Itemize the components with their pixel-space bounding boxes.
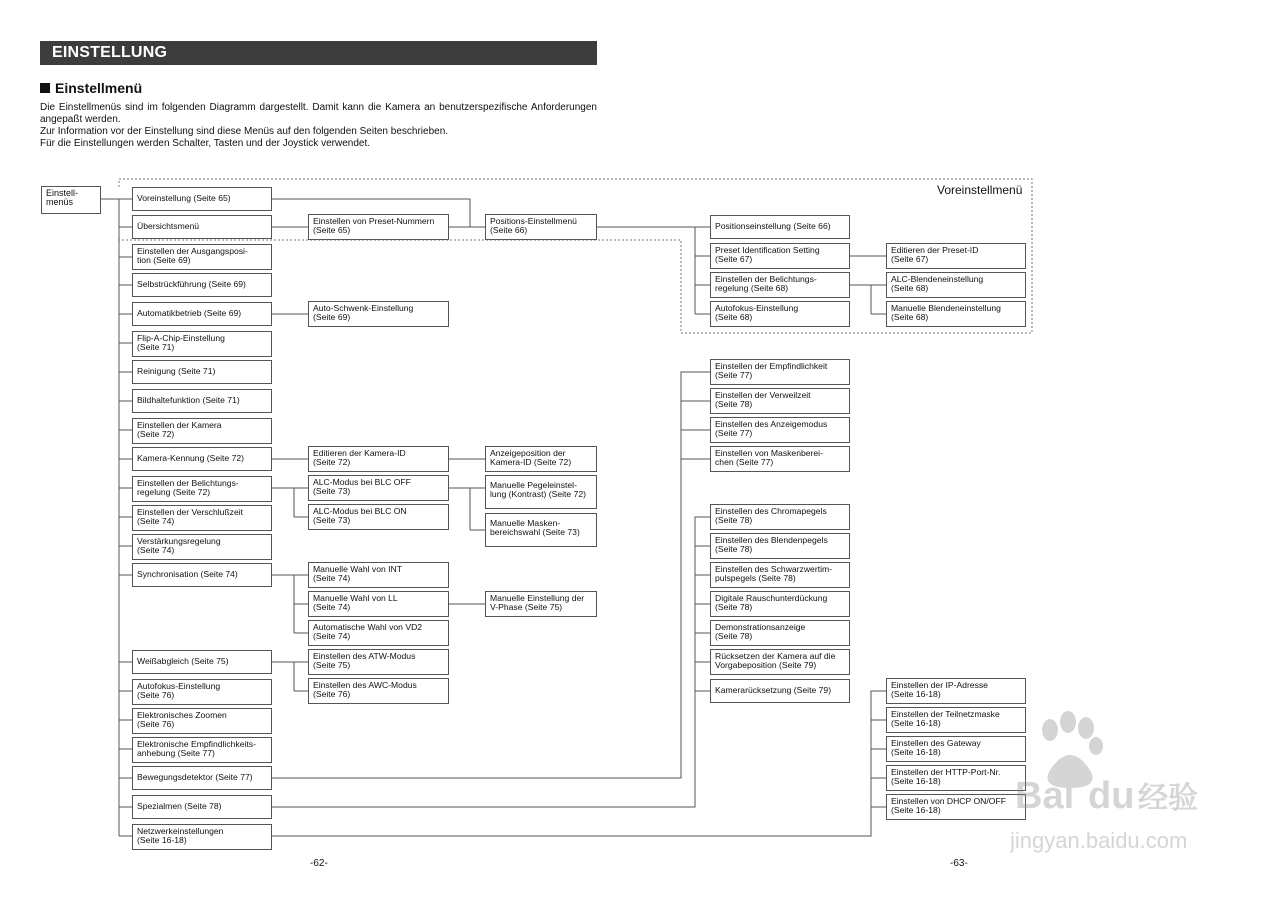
menu-item-preset-identification: Preset Identification Setting (Seite 67) [710,243,850,269]
intro-line-2: Zur Information vor der Einstellung sind diese Menüs auf den folgenden Seiten beschrieben. [40,126,449,137]
menu-item-voreinstellung: Voreinstellung (Seite 65) [132,187,272,211]
menu-item-anzeigeposition-kamera-id: Anzeigeposition der Kamera-ID (Seite 72) [485,446,597,472]
menu-item-einstellen-kamera: Einstellen der Kamera (Seite 72) [132,418,272,444]
svg-text:jingyan.baidu.com: jingyan.baidu.com [1010,828,1188,853]
svg-text:Bai: Bai [1015,775,1075,817]
menu-item-http-port: Einstellen der HTTP-Port-Nr. (Seite 16-18) [886,765,1026,791]
menu-item-verschlusszeit: Einstellen der Verschlußzeit (Seite 74) [132,505,272,531]
menu-item-wahl-int: Manuelle Wahl von INT (Seite 74) [308,562,449,588]
menu-item-position-autofokus: Autofokus-Einstellung (Seite 68) [710,301,850,327]
intro-line-3: Für die Einstellungen werden Schalter, Tasten und der Joystick verwendet. [40,138,370,149]
menu-item-automatikbetrieb: Automatikbetrieb (Seite 69) [132,302,272,326]
menu-item-rauschunterdrueckung: Digitale Rauschunterdückung (Seite 78) [710,591,850,617]
menu-item-spezialmen: Spezialmen (Seite 78) [132,795,272,819]
menu-item-demonstrationsanzeige: Demonstrationsanzeige (Seite 78) [710,620,850,646]
baidu-watermark-logo [1010,700,1210,860]
menu-item-position-belichtung: Einstellen der Belichtungs- regelung (Seite 68) [710,272,850,298]
menu-item-flip-a-chip: Flip-A-Chip-Einstellung (Seite 71) [132,331,272,357]
menu-item-v-phase: Manuelle Einstellung der V-Phase (Seite 75) [485,591,597,617]
menu-item-atw-modus: Einstellen des ATW-Modus (Seite 75) [308,649,449,675]
menu-item-dhcp: Einstellen von DHCP ON/OFF (Seite 16-18) [886,794,1026,820]
menu-item-empfindlichkeitsanhebung: Elektronische Empfindlichkeits- anhebung (Seite 77) [132,737,272,763]
menu-item-positionseinstellung: Positionseinstellung (Seite 66) [710,215,850,239]
menu-item-manuelle-blende: Manuelle Blendeneinstellung (Seite 68) [886,301,1026,327]
menu-item-chromapegel: Einstellen des Chromapegels (Seite 78) [710,504,850,530]
menu-item-vorgabeposition: Rücksetzen der Kamera auf die Vorgabeposition (Seite 79) [710,649,850,675]
menu-item-weissabgleich: Weißabgleich (Seite 75) [132,650,272,674]
menu-root: Einstell- menüs [41,186,101,214]
menu-item-kamera-kennung: Kamera-Kennung (Seite 72) [132,447,272,471]
menu-item-edit-kamera-id: Editieren der Kamera-ID (Seite 72) [308,446,449,472]
menu-item-awc-modus: Einstellen des AWC-Modus (Seite 76) [308,678,449,704]
menu-item-preset-nummern: Einstellen von Preset-Nummern (Seite 65) [308,214,449,240]
menu-item-ip-adresse: Einstellen der IP-Adresse (Seite 16-18) [886,678,1026,704]
menu-item-maskenbereiche: Einstellen von Maskenberei- chen (Seite 77) [710,446,850,472]
menu-item-bildhaltefunktion: Bildhaltefunktion (Seite 71) [132,389,272,413]
menu-item-alc-blende: ALC-Blendeneinstellung (Seite 68) [886,272,1026,298]
menu-item-verstaerkungsregelung: Verstärkungsregelung (Seite 74) [132,534,272,560]
menu-item-bewegungsdetektor: Bewegungsdetektor (Seite 77) [132,766,272,790]
menu-item-positions-einstellmenue: Positions-Einstellmenü (Seite 66) [485,214,597,240]
menu-item-kameraruecksetzung: Kamerarücksetzung (Seite 79) [710,679,850,703]
preset-region-label: Voreinstellmenü [937,183,1023,197]
menu-item-gateway: Einstellen des Gateway (Seite 16-18) [886,736,1026,762]
menu-item-alc-blc-on: ALC-Modus bei BLC ON (Seite 73) [308,504,449,530]
svg-text:du: du [1088,775,1135,817]
menu-item-blendenpegel: Einstellen des Blendenpegels (Seite 78) [710,533,850,559]
menu-item-anzeigemodus: Einstellen des Anzeigemodus (Seite 77) [710,417,850,443]
menu-item-autofokus: Autofokus-Einstellung (Seite 76) [132,679,272,705]
menu-item-auto-schwenk: Auto-Schwenk-Einstellung (Seite 69) [308,301,449,327]
section-title-text: Einstellmenü [55,80,143,96]
menu-item-empfindlichkeit: Einstellen der Empfindlichkeit (Seite 77) [710,359,850,385]
menu-item-belichtungsregelung: Einstellen der Belichtungs- regelung (Seite 72) [132,476,272,502]
menu-item-schwarzwertimpulspegel: Einstellen des Schwarzwertim- pulspegels (Seite 78) [710,562,850,588]
svg-text:经验: 经验 [1138,781,1198,816]
page-number-right: -63- [950,858,968,869]
menu-item-wahl-ll: Manuelle Wahl von LL (Seite 74) [308,591,449,617]
menu-item-alc-blc-off: ALC-Modus bei BLC OFF (Seite 73) [308,475,449,501]
page-number-left: -62- [310,858,328,869]
menu-item-teilnetzmaske: Einstellen der Teilnetzmaske (Seite 16-18) [886,707,1026,733]
menu-item-verweilzeit: Einstellen der Verweilzeit (Seite 78) [710,388,850,414]
menu-item-wahl-vd2: Automatische Wahl von VD2 (Seite 74) [308,620,449,646]
intro-line-1: Die Einstellmenüs sind im folgenden Diagramm dargestellt. Damit kann die Kamera an benutzerspezifische Anforderungen angepaßt werden. [40,102,597,125]
menu-item-reinigung: Reinigung (Seite 71) [132,360,272,384]
section-header: EINSTELLUNG [40,41,597,65]
menu-item-uebersichtsmenue: Übersichtsmenü [132,215,272,239]
menu-item-netzwerkeinstellungen: Netzwerkeinstellungen (Seite 16-18) [132,824,272,850]
menu-item-selbstrueckfuehrung: Selbstrückführung (Seite 69) [132,273,272,297]
menu-item-edit-preset-id: Editieren der Preset-ID (Seite 67) [886,243,1026,269]
menu-item-maskenbereichswahl: Manuelle Masken- bereichswahl (Seite 73) [485,513,597,547]
menu-item-elektronisches-zoomen: Elektronisches Zoomen (Seite 76) [132,708,272,734]
menu-item-ausgangsposition: Einstellen der Ausgangsposi- tion (Seite 69) [132,244,272,270]
menu-item-synchronisation: Synchronisation (Seite 74) [132,563,272,587]
menu-item-pegeleinstellung: Manuelle Pegeleinstel- lung (Kontrast) (Seite 72) [485,475,597,509]
